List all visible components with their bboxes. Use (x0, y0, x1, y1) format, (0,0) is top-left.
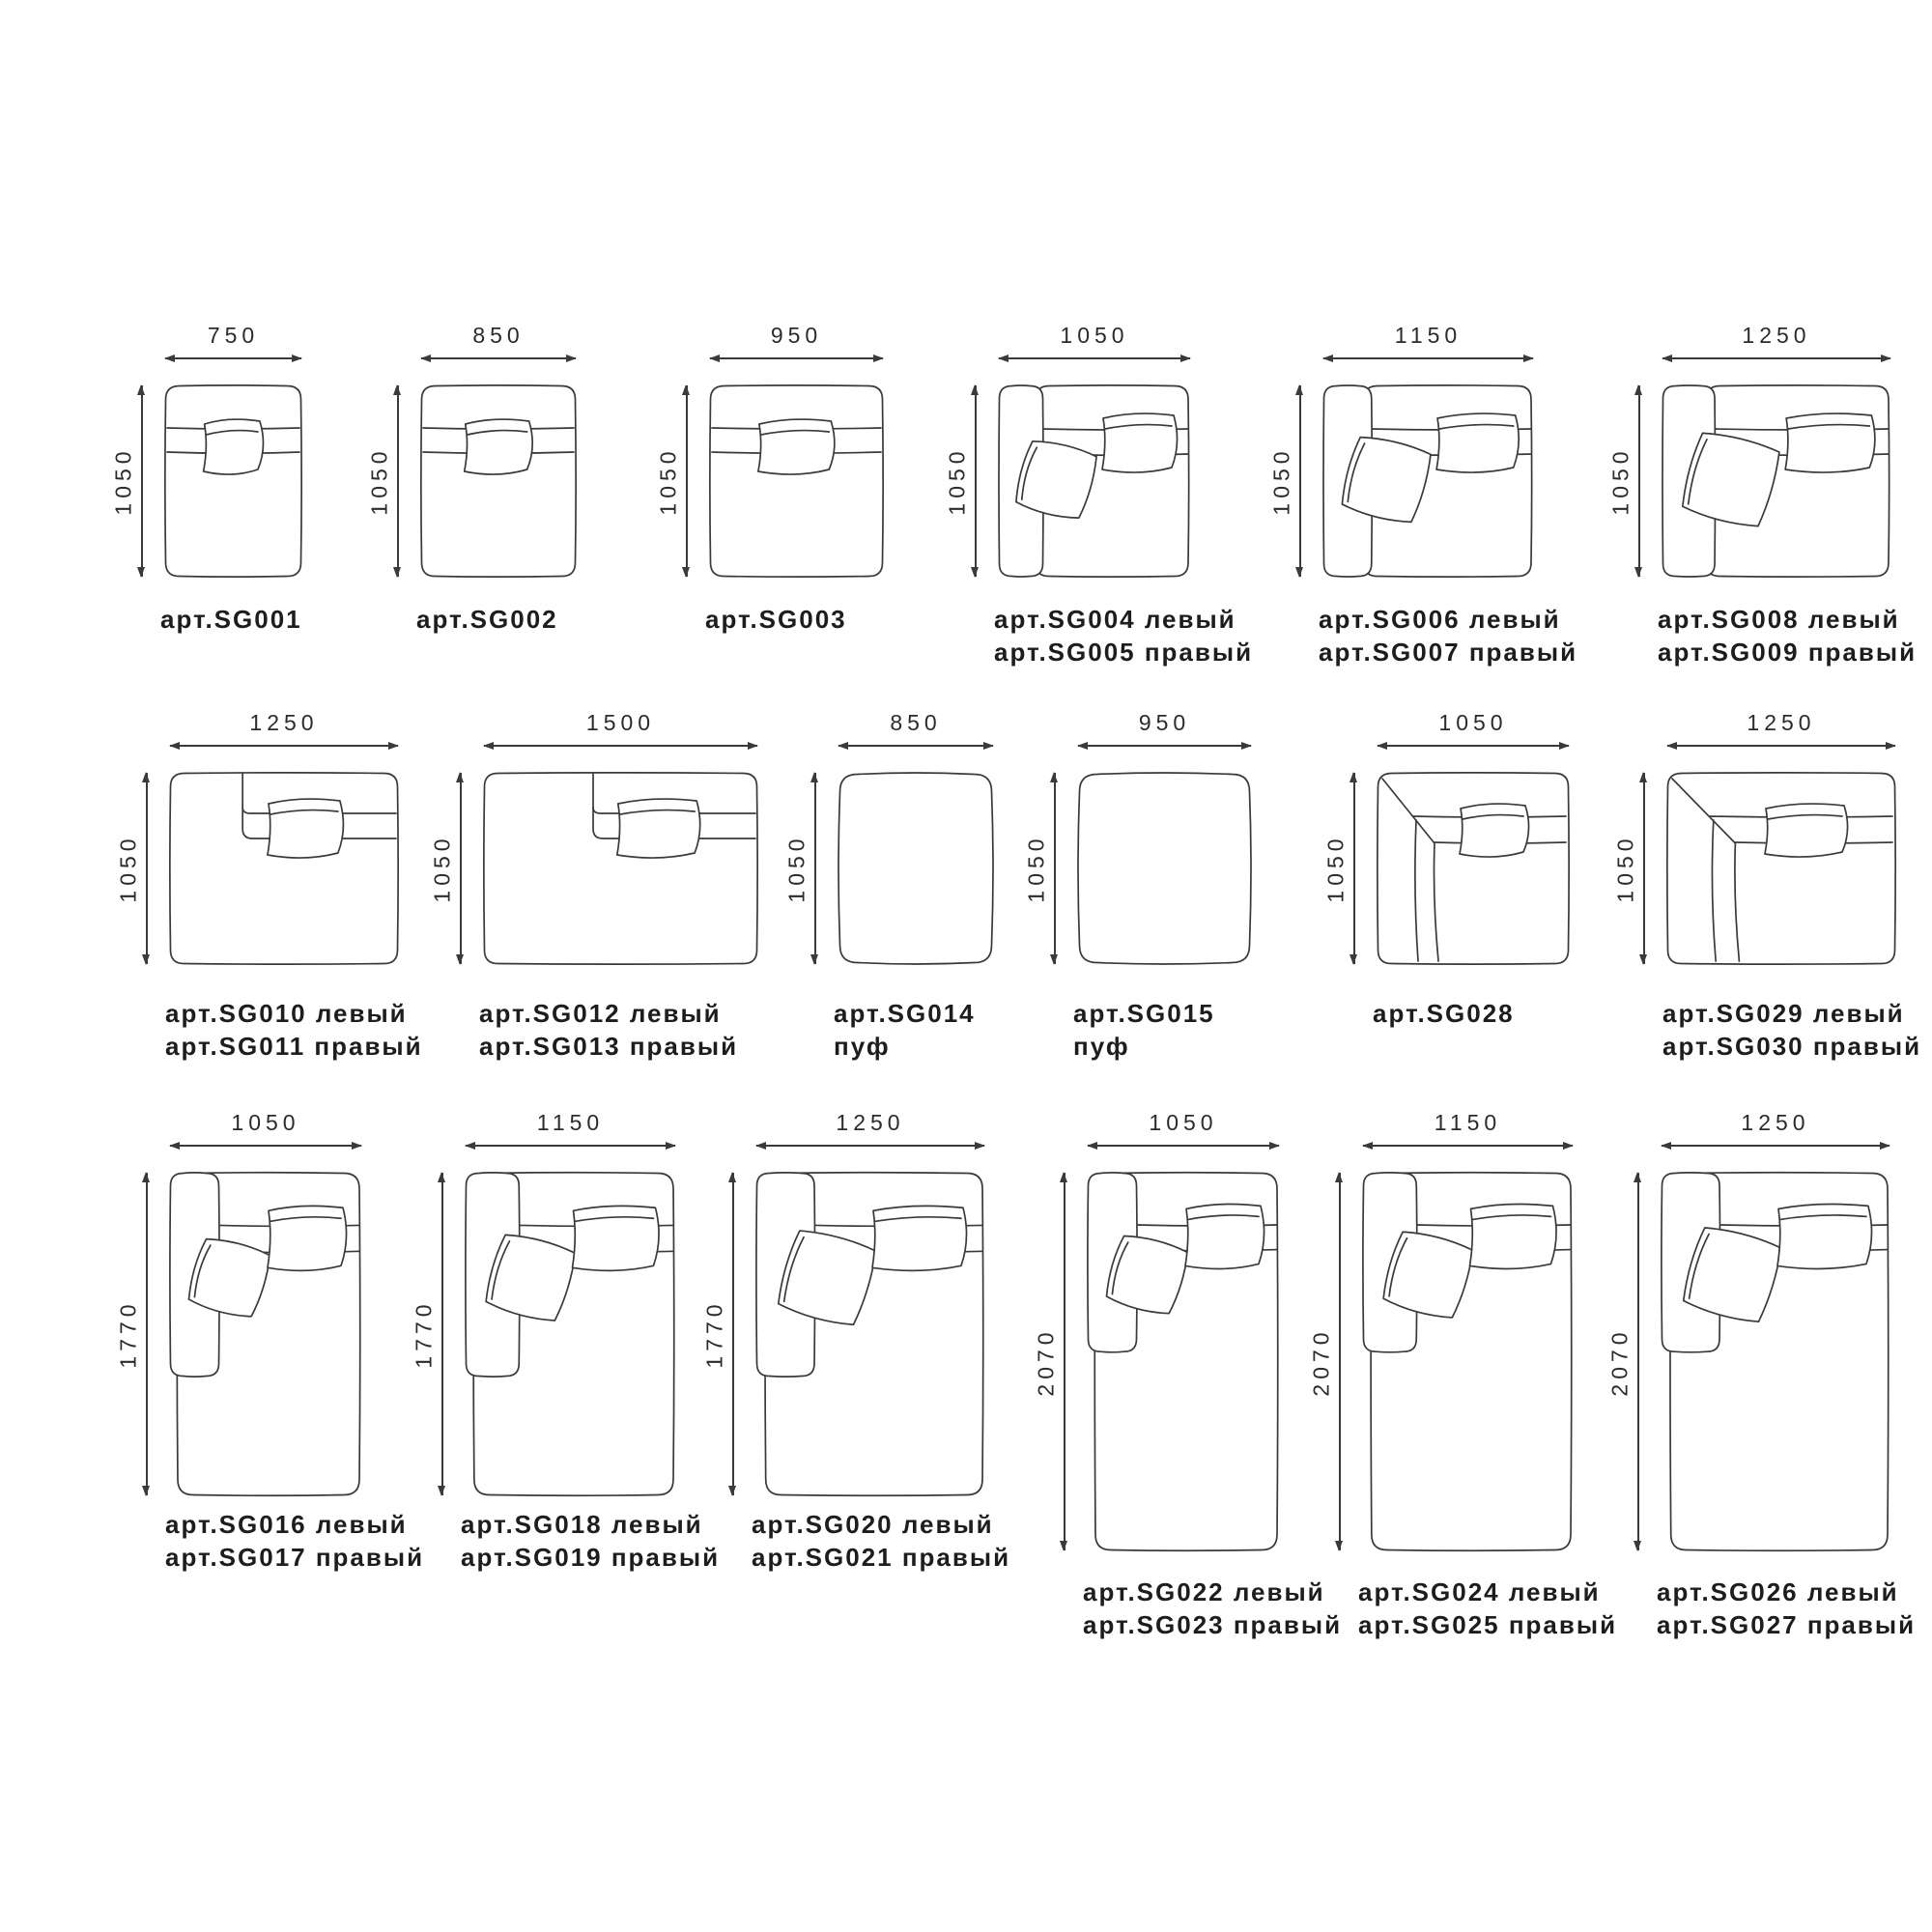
article-line-1: арт.SG015 (1073, 999, 1215, 1028)
module-caption (1319, 603, 1577, 668)
depth-value: 1050 (1023, 834, 1049, 903)
module-caption (479, 997, 738, 1063)
width-arrow-icon (484, 745, 757, 747)
article-line-1: арт.SG016 левый (165, 1510, 408, 1539)
depth-value: 2070 (1033, 1326, 1059, 1397)
depth-dimension (1321, 772, 1377, 965)
width-arrow-icon (1378, 745, 1569, 747)
depth-arrow-icon (1064, 1173, 1065, 1550)
module-sg014 (783, 710, 994, 1061)
article-line-2: арт.SG023 правый (1083, 1610, 1343, 1639)
width-dimension (169, 1110, 362, 1172)
sofa-top-view-drawing (420, 384, 577, 578)
depth-dimension (1605, 384, 1662, 578)
width-value: 1250 (1741, 1110, 1810, 1135)
width-arrow-icon (1363, 1145, 1573, 1147)
module-sg010-sg011 (115, 710, 423, 1061)
depth-arrow-icon (1339, 1173, 1341, 1550)
width-value: 750 (207, 323, 260, 348)
chaise-module-drawing (465, 1172, 676, 1496)
width-arrow-icon (1088, 1145, 1279, 1147)
module-caption (416, 603, 558, 636)
width-arrow-icon (170, 1145, 361, 1147)
module-caption (1373, 997, 1515, 1030)
article-line-2: арт.SG013 правый (479, 1032, 739, 1061)
depth-arrow-icon (441, 1173, 443, 1495)
depth-value: 1050 (944, 446, 970, 516)
width-dimension (1662, 323, 1891, 384)
depth-dimension (364, 384, 420, 578)
depth-value: 1050 (366, 446, 392, 516)
sofa-top-view-drawing (483, 772, 758, 965)
article-line-1: арт.SG012 левый (479, 999, 722, 1028)
depth-value: 1050 (115, 834, 141, 903)
module-sg012-sg013 (429, 710, 758, 1061)
width-dimension (998, 323, 1191, 384)
width-arrow-icon (710, 357, 883, 359)
depth-value: 1050 (655, 446, 681, 516)
article-line-1: арт.SG026 левый (1657, 1577, 1899, 1606)
depth-arrow-icon (1299, 385, 1301, 577)
article-line-1: арт.SG020 левый (752, 1510, 994, 1539)
width-dimension (1077, 710, 1252, 772)
depth-value: 2070 (1308, 1326, 1334, 1397)
corner-module-drawing (1377, 772, 1570, 965)
module-caption (705, 603, 847, 636)
width-arrow-icon (756, 1145, 984, 1147)
depth-arrow-icon (1353, 773, 1355, 964)
module-caption (1083, 1576, 1342, 1641)
depth-arrow-icon (686, 385, 688, 577)
depth-dimension (781, 772, 838, 965)
depth-dimension (1021, 772, 1077, 965)
article-line-1: арт.SG008 левый (1658, 605, 1900, 634)
article-line-1: арт.SG002 (416, 605, 558, 634)
module-sg002 (366, 323, 577, 634)
width-arrow-icon (1323, 357, 1533, 359)
width-arrow-icon (1662, 1145, 1889, 1147)
sofa-top-view-drawing (164, 384, 302, 578)
module-caption (1658, 603, 1917, 668)
width-value: 1050 (1060, 323, 1129, 348)
article-line-2: арт.SG011 правый (165, 1032, 423, 1061)
article-line-2: арт.SG025 правый (1358, 1610, 1618, 1639)
depth-value: 1770 (115, 1299, 141, 1369)
width-value: 1250 (1747, 710, 1816, 735)
width-dimension (1362, 1110, 1574, 1172)
article-line-2: арт.SG027 правый (1657, 1610, 1917, 1639)
width-arrow-icon (165, 357, 301, 359)
width-dimension (1322, 323, 1534, 384)
article-line-1: арт.SG028 (1373, 999, 1515, 1028)
width-value: 950 (1138, 710, 1191, 735)
width-dimension (465, 1110, 676, 1172)
chaise-module-drawing (169, 1172, 362, 1496)
module-caption (165, 1508, 424, 1574)
width-dimension (838, 710, 994, 772)
width-value: 1050 (231, 1110, 300, 1135)
module-sg003 (655, 323, 884, 634)
depth-dimension (1610, 772, 1666, 965)
article-line-2: пуф (834, 1032, 891, 1061)
depth-arrow-icon (1054, 773, 1056, 964)
article-line-1: арт.SG029 левый (1662, 999, 1905, 1028)
article-line-1: арт.SG018 левый (461, 1510, 703, 1539)
article-line-2: арт.SG009 правый (1658, 638, 1918, 667)
module-caption (1662, 997, 1921, 1063)
module-sg004-sg005 (944, 323, 1254, 667)
sofa-top-view-drawing (1322, 384, 1534, 578)
width-value: 1500 (585, 710, 656, 735)
module-sg006-sg007 (1268, 323, 1578, 667)
long-chaise-module-drawing (1362, 1172, 1574, 1551)
article-line-2: арт.SG005 правый (994, 638, 1254, 667)
width-value: 850 (472, 323, 525, 348)
width-dimension (1661, 1110, 1890, 1172)
depth-arrow-icon (397, 385, 399, 577)
module-sg029-sg030 (1612, 710, 1922, 1061)
module-sg018-sg019 (411, 1110, 721, 1572)
width-arrow-icon (999, 357, 1190, 359)
width-value: 1050 (1149, 1110, 1218, 1135)
width-dimension (420, 323, 577, 384)
width-value: 1050 (1438, 710, 1508, 735)
module-caption (834, 997, 976, 1063)
depth-arrow-icon (146, 773, 148, 964)
article-line-2: арт.SG017 правый (165, 1543, 425, 1572)
depth-dimension (942, 384, 998, 578)
width-arrow-icon (421, 357, 576, 359)
depth-value: 2070 (1606, 1326, 1633, 1397)
width-value: 1250 (1742, 323, 1811, 348)
width-value: 1250 (249, 710, 319, 735)
article-line-2: арт.SG030 правый (1662, 1032, 1922, 1061)
long-chaise-module-drawing (1087, 1172, 1280, 1551)
module-sg024-sg025 (1308, 1110, 1618, 1639)
width-value: 1150 (1394, 323, 1463, 348)
module-caption (165, 997, 423, 1063)
pouf-top-view-drawing (1077, 772, 1252, 965)
module-sg020-sg021 (701, 1110, 1011, 1572)
width-value: 850 (890, 710, 942, 735)
module-sg028 (1322, 710, 1570, 1028)
width-arrow-icon (466, 1145, 675, 1147)
module-caption (1657, 1576, 1916, 1641)
width-arrow-icon (1667, 745, 1895, 747)
depth-dimension (409, 1172, 465, 1496)
chaise-module-drawing (755, 1172, 985, 1496)
sofa-top-view-drawing (1662, 384, 1891, 578)
depth-value: 1050 (1612, 834, 1638, 903)
width-arrow-icon (1078, 745, 1251, 747)
depth-arrow-icon (814, 773, 816, 964)
width-arrow-icon (170, 745, 398, 747)
depth-dimension (1306, 1172, 1362, 1551)
sofa-top-view-drawing (709, 384, 884, 578)
width-dimension (169, 710, 399, 772)
width-arrow-icon (838, 745, 993, 747)
article-line-1: арт.SG024 левый (1358, 1577, 1601, 1606)
width-value: 950 (770, 323, 823, 348)
width-dimension (1666, 710, 1896, 772)
depth-arrow-icon (146, 1173, 148, 1495)
article-line-1: арт.SG001 (160, 605, 302, 634)
depth-dimension (699, 1172, 755, 1496)
width-dimension (755, 1110, 985, 1172)
depth-value: 1050 (429, 834, 455, 903)
width-dimension (164, 323, 302, 384)
article-line-1: арт.SG003 (705, 605, 847, 634)
depth-value: 1050 (1268, 446, 1294, 516)
module-sg026-sg027 (1606, 1110, 1917, 1639)
depth-arrow-icon (460, 773, 462, 964)
corner-module-drawing (1666, 772, 1896, 965)
width-value: 1150 (536, 1110, 605, 1135)
depth-arrow-icon (1637, 1173, 1639, 1550)
depth-dimension (1605, 1172, 1661, 1551)
width-value: 1250 (836, 1110, 905, 1135)
width-arrow-icon (1662, 357, 1890, 359)
module-caption (994, 603, 1253, 668)
width-dimension (483, 710, 758, 772)
module-caption (160, 603, 302, 636)
depth-dimension (113, 772, 169, 965)
article-line-1: арт.SG004 левый (994, 605, 1236, 634)
depth-arrow-icon (1638, 385, 1640, 577)
depth-arrow-icon (732, 1173, 734, 1495)
article-line-1: арт.SG010 левый (165, 999, 408, 1028)
depth-arrow-icon (141, 385, 143, 577)
depth-value: 1050 (110, 446, 136, 516)
module-sg001 (110, 323, 302, 634)
long-chaise-module-drawing (1661, 1172, 1890, 1551)
article-line-2: арт.SG019 правый (461, 1543, 721, 1572)
article-line-1: арт.SG014 (834, 999, 976, 1028)
depth-value: 1050 (1607, 446, 1634, 516)
article-line-2: пуф (1073, 1032, 1130, 1061)
depth-dimension (653, 384, 709, 578)
module-caption (461, 1508, 720, 1574)
depth-value: 1050 (783, 834, 810, 903)
width-dimension (709, 323, 884, 384)
depth-dimension (108, 384, 164, 578)
depth-value: 1770 (701, 1299, 727, 1369)
article-line-2: арт.SG021 правый (752, 1543, 1011, 1572)
depth-dimension (1266, 384, 1322, 578)
sofa-top-view-drawing (169, 772, 399, 965)
module-sg016-sg017 (115, 1110, 425, 1572)
article-line-1: арт.SG022 левый (1083, 1577, 1325, 1606)
module-sg015 (1023, 710, 1252, 1061)
pouf-top-view-drawing (838, 772, 994, 965)
module-sg022-sg023 (1033, 1110, 1343, 1639)
article-line-2: арт.SG007 правый (1319, 638, 1578, 667)
module-caption (752, 1508, 1010, 1574)
depth-arrow-icon (975, 385, 977, 577)
module-sg008-sg009 (1607, 323, 1918, 667)
depth-dimension (113, 1172, 169, 1496)
width-dimension (1087, 1110, 1280, 1172)
depth-value: 1050 (1322, 834, 1349, 903)
module-caption (1358, 1576, 1617, 1641)
depth-dimension (427, 772, 483, 965)
article-line-1: арт.SG006 левый (1319, 605, 1561, 634)
module-caption (1073, 997, 1215, 1063)
sofa-top-view-drawing (998, 384, 1191, 578)
depth-arrow-icon (1643, 773, 1645, 964)
width-value: 1150 (1434, 1110, 1502, 1135)
width-dimension (1377, 710, 1570, 772)
depth-value: 1770 (411, 1299, 437, 1369)
depth-dimension (1031, 1172, 1087, 1551)
